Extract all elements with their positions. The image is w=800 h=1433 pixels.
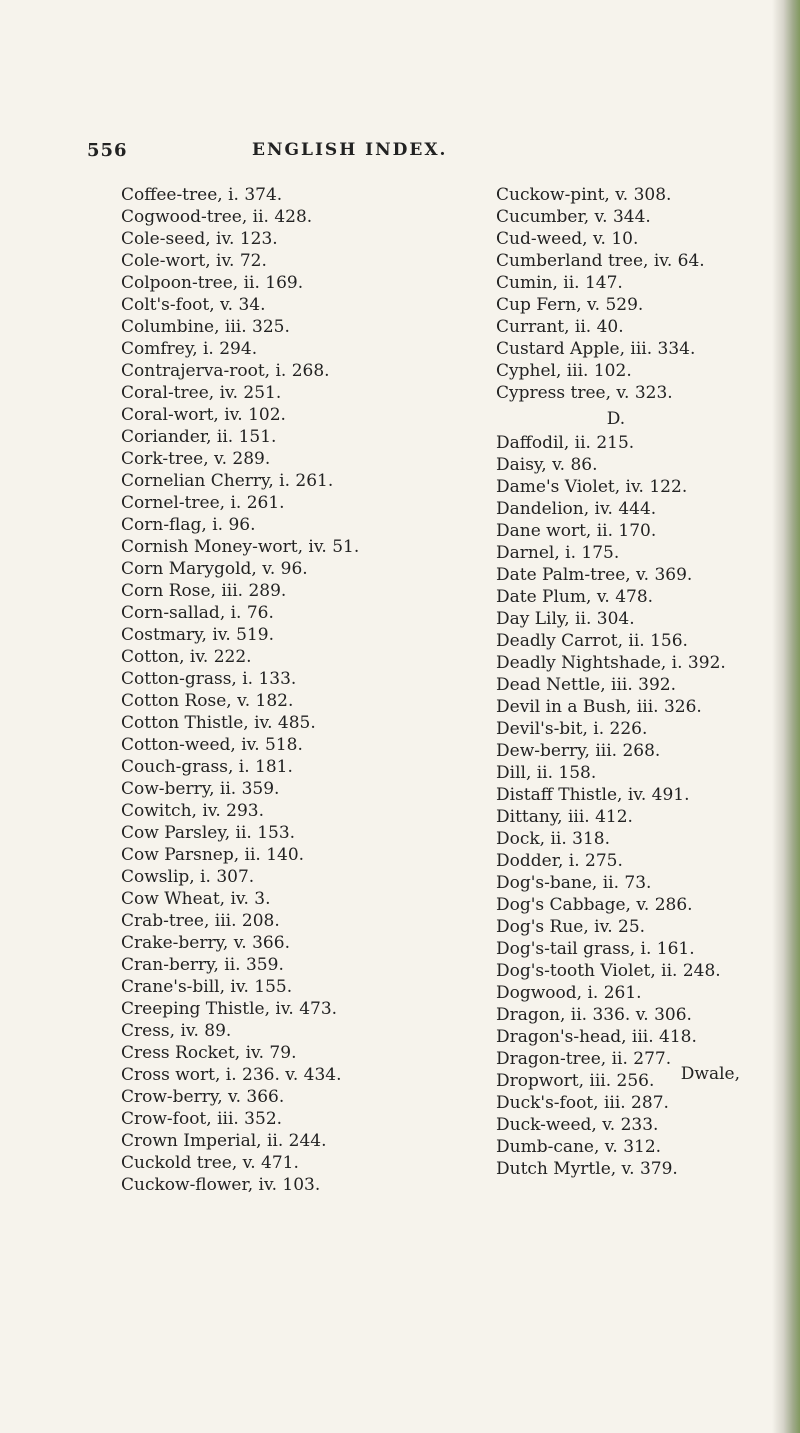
index-entry: Columbine, iii. 325. xyxy=(121,317,290,337)
index-entry: Cucumber, v. 344. xyxy=(496,207,651,227)
index-entry: Day Lily, ii. 304. xyxy=(496,609,635,629)
index-entry: Duck-weed, v. 233. xyxy=(496,1115,659,1135)
right-index-column xyxy=(496,184,786,1180)
index-entry: Daffodil, ii. 215. xyxy=(496,433,635,453)
index-entry: Cornel-tree, i. 261. xyxy=(121,493,285,513)
index-entry: Coral-wort, iv. 102. xyxy=(121,405,286,425)
index-entry: Corn Rose, iii. 289. xyxy=(121,581,287,601)
index-entry: Couch-grass, i. 181. xyxy=(121,757,293,777)
catchword: Dwale, xyxy=(680,1064,740,1084)
index-entry: Dragon-tree, ii. 277. xyxy=(496,1049,672,1069)
index-entry: Corn-flag, i. 96. xyxy=(121,515,256,535)
index-entry: Colpoon-tree, ii. 169. xyxy=(121,273,304,293)
index-entry: Cornelian Cherry, i. 261. xyxy=(121,471,334,491)
index-entry: Crow-berry, v. 366. xyxy=(121,1087,285,1107)
index-entry: Dodder, i. 275. xyxy=(496,851,623,871)
index-entry: Cow Parsley, ii. 153. xyxy=(121,823,296,843)
index-entry: Dog's-tooth Violet, ii. 248. xyxy=(496,961,721,981)
index-entry: Cow Parsnep, ii. 140. xyxy=(121,845,305,865)
index-entry: Daisy, v. 86. xyxy=(496,455,598,475)
index-entry: Crake-berry, v. 366. xyxy=(121,933,290,953)
index-entry: Dead Nettle, iii. 392. xyxy=(496,675,676,695)
index-entry: Dogwood, i. 261. xyxy=(496,983,642,1003)
index-entry: Cowslip, i. 307. xyxy=(121,867,255,887)
index-entry: Cran-berry, ii. 359. xyxy=(121,955,284,975)
index-entry: Dog's-bane, ii. 73. xyxy=(496,873,652,893)
index-entry: Dragon's-head, iii. 418. xyxy=(496,1027,697,1047)
index-entry: Dock, ii. 318. xyxy=(496,829,611,849)
index-entry: Dog's-tail grass, i. 161. xyxy=(496,939,695,959)
index-entry: Dog's Rue, iv. 25. xyxy=(496,917,646,937)
index-entry: Costmary, iv. 519. xyxy=(121,625,275,645)
index-entry: Corn-sallad, i. 76. xyxy=(121,603,274,623)
index-entry: Dragon, ii. 336. v. 306. xyxy=(496,1005,692,1025)
index-entry: Coriander, ii. 151. xyxy=(121,427,277,447)
index-entry: Dumb-cane, v. 312. xyxy=(496,1137,662,1157)
index-entry: Cowitch, iv. 293. xyxy=(121,801,265,821)
index-entry: Date Plum, v. 478. xyxy=(496,587,654,607)
index-entry: Cuckold tree, v. 471. xyxy=(121,1153,299,1173)
index-entry: Cole-wort, iv. 72. xyxy=(121,251,267,271)
index-entry: Cross wort, i. 236. v. 434. xyxy=(121,1065,342,1085)
running-head: ENGLISH INDEX. xyxy=(252,140,448,160)
index-entry: Cress, iv. 89. xyxy=(121,1021,232,1041)
index-entry: Contrajerva-root, i. 268. xyxy=(121,361,330,381)
index-entry: Cuckow-pint, v. 308. xyxy=(496,185,672,205)
index-entry: Cornish Money-wort, iv. 51. xyxy=(121,537,360,557)
index-entry: Devil in a Bush, iii. 326. xyxy=(496,697,702,717)
index-entry: Dog's Cabbage, v. 286. xyxy=(496,895,693,915)
index-entry: Dane wort, ii. 170. xyxy=(496,521,657,541)
index-entry: Crow-foot, iii. 352. xyxy=(121,1109,283,1129)
index-entry: Darnel, i. 175. xyxy=(496,543,620,563)
index-entry: Dew-berry, iii. 268. xyxy=(496,741,661,761)
index-entry: Cow Wheat, iv. 3. xyxy=(121,889,271,909)
index-entry: Crane's-bill, iv. 155. xyxy=(121,977,293,997)
index-entry: Cud-weed, v. 10. xyxy=(496,229,639,249)
index-entry: Dandelion, iv. 444. xyxy=(496,499,657,519)
index-entry: Cyphel, iii. 102. xyxy=(496,361,632,381)
index-entry: Custard Apple, iii. 334. xyxy=(496,339,696,359)
page-header xyxy=(0,140,800,170)
index-entry: Colt's-foot, v. 34. xyxy=(121,295,266,315)
index-entry: Duck's-foot, iii. 287. xyxy=(496,1093,669,1113)
index-entry: Cotton, iv. 222. xyxy=(121,647,252,667)
index-entry: Cumberland tree, iv. 64. xyxy=(496,251,705,271)
index-entry: Cogwood-tree, ii. 428. xyxy=(121,207,313,227)
index-entry: Crab-tree, iii. 208. xyxy=(121,911,280,931)
index-entry: Deadly Carrot, ii. 156. xyxy=(496,631,688,651)
index-entry: Coral-tree, iv. 251. xyxy=(121,383,282,403)
index-entry: Cotton-grass, i. 133. xyxy=(121,669,297,689)
index-entry: Crown Imperial, ii. 244. xyxy=(121,1131,327,1151)
index-entry: Coffee-tree, i. 374. xyxy=(121,185,283,205)
index-entry: Date Palm-tree, v. 369. xyxy=(496,565,693,585)
section-letter-heading: D. xyxy=(606,409,626,429)
index-entry: Deadly Nightshade, i. 392. xyxy=(496,653,726,673)
index-entry: Devil's-bit, i. 226. xyxy=(496,719,648,739)
index-entry: Dutch Myrtle, v. 379. xyxy=(496,1159,678,1179)
index-entry: Cow-berry, ii. 359. xyxy=(121,779,280,799)
index-entry: Cuckow-flower, iv. 103. xyxy=(121,1175,321,1195)
index-entry: Corn Marygold, v. 96. xyxy=(121,559,308,579)
page-number: 556 xyxy=(87,140,128,161)
index-entry: Comfrey, i. 294. xyxy=(121,339,258,359)
index-entry: Dill, ii. 158. xyxy=(496,763,597,783)
index-entry: Cress Rocket, iv. 79. xyxy=(121,1043,297,1063)
left-index-column xyxy=(121,184,476,1196)
index-entry: Cork-tree, v. 289. xyxy=(121,449,271,469)
index-entry: Creeping Thistle, iv. 473. xyxy=(121,999,338,1019)
index-entry: Cole-seed, iv. 123. xyxy=(121,229,278,249)
index-entry: Cotton Thistle, iv. 485. xyxy=(121,713,316,733)
index-entry: Cypress tree, v. 323. xyxy=(496,383,673,403)
index-entry: Distaff Thistle, iv. 491. xyxy=(496,785,690,805)
index-entry: Cotton-weed, iv. 518. xyxy=(121,735,303,755)
index-entry: Dame's Violet, iv. 122. xyxy=(496,477,688,497)
index-entry: Dittany, iii. 412. xyxy=(496,807,633,827)
index-entry: Dropwort, iii. 256. xyxy=(496,1071,655,1091)
index-entry: Cup Fern, v. 529. xyxy=(496,295,644,315)
index-entry: Cumin, ii. 147. xyxy=(496,273,623,293)
index-entry: Currant, ii. 40. xyxy=(496,317,624,337)
index-entry: Cotton Rose, v. 182. xyxy=(121,691,294,711)
